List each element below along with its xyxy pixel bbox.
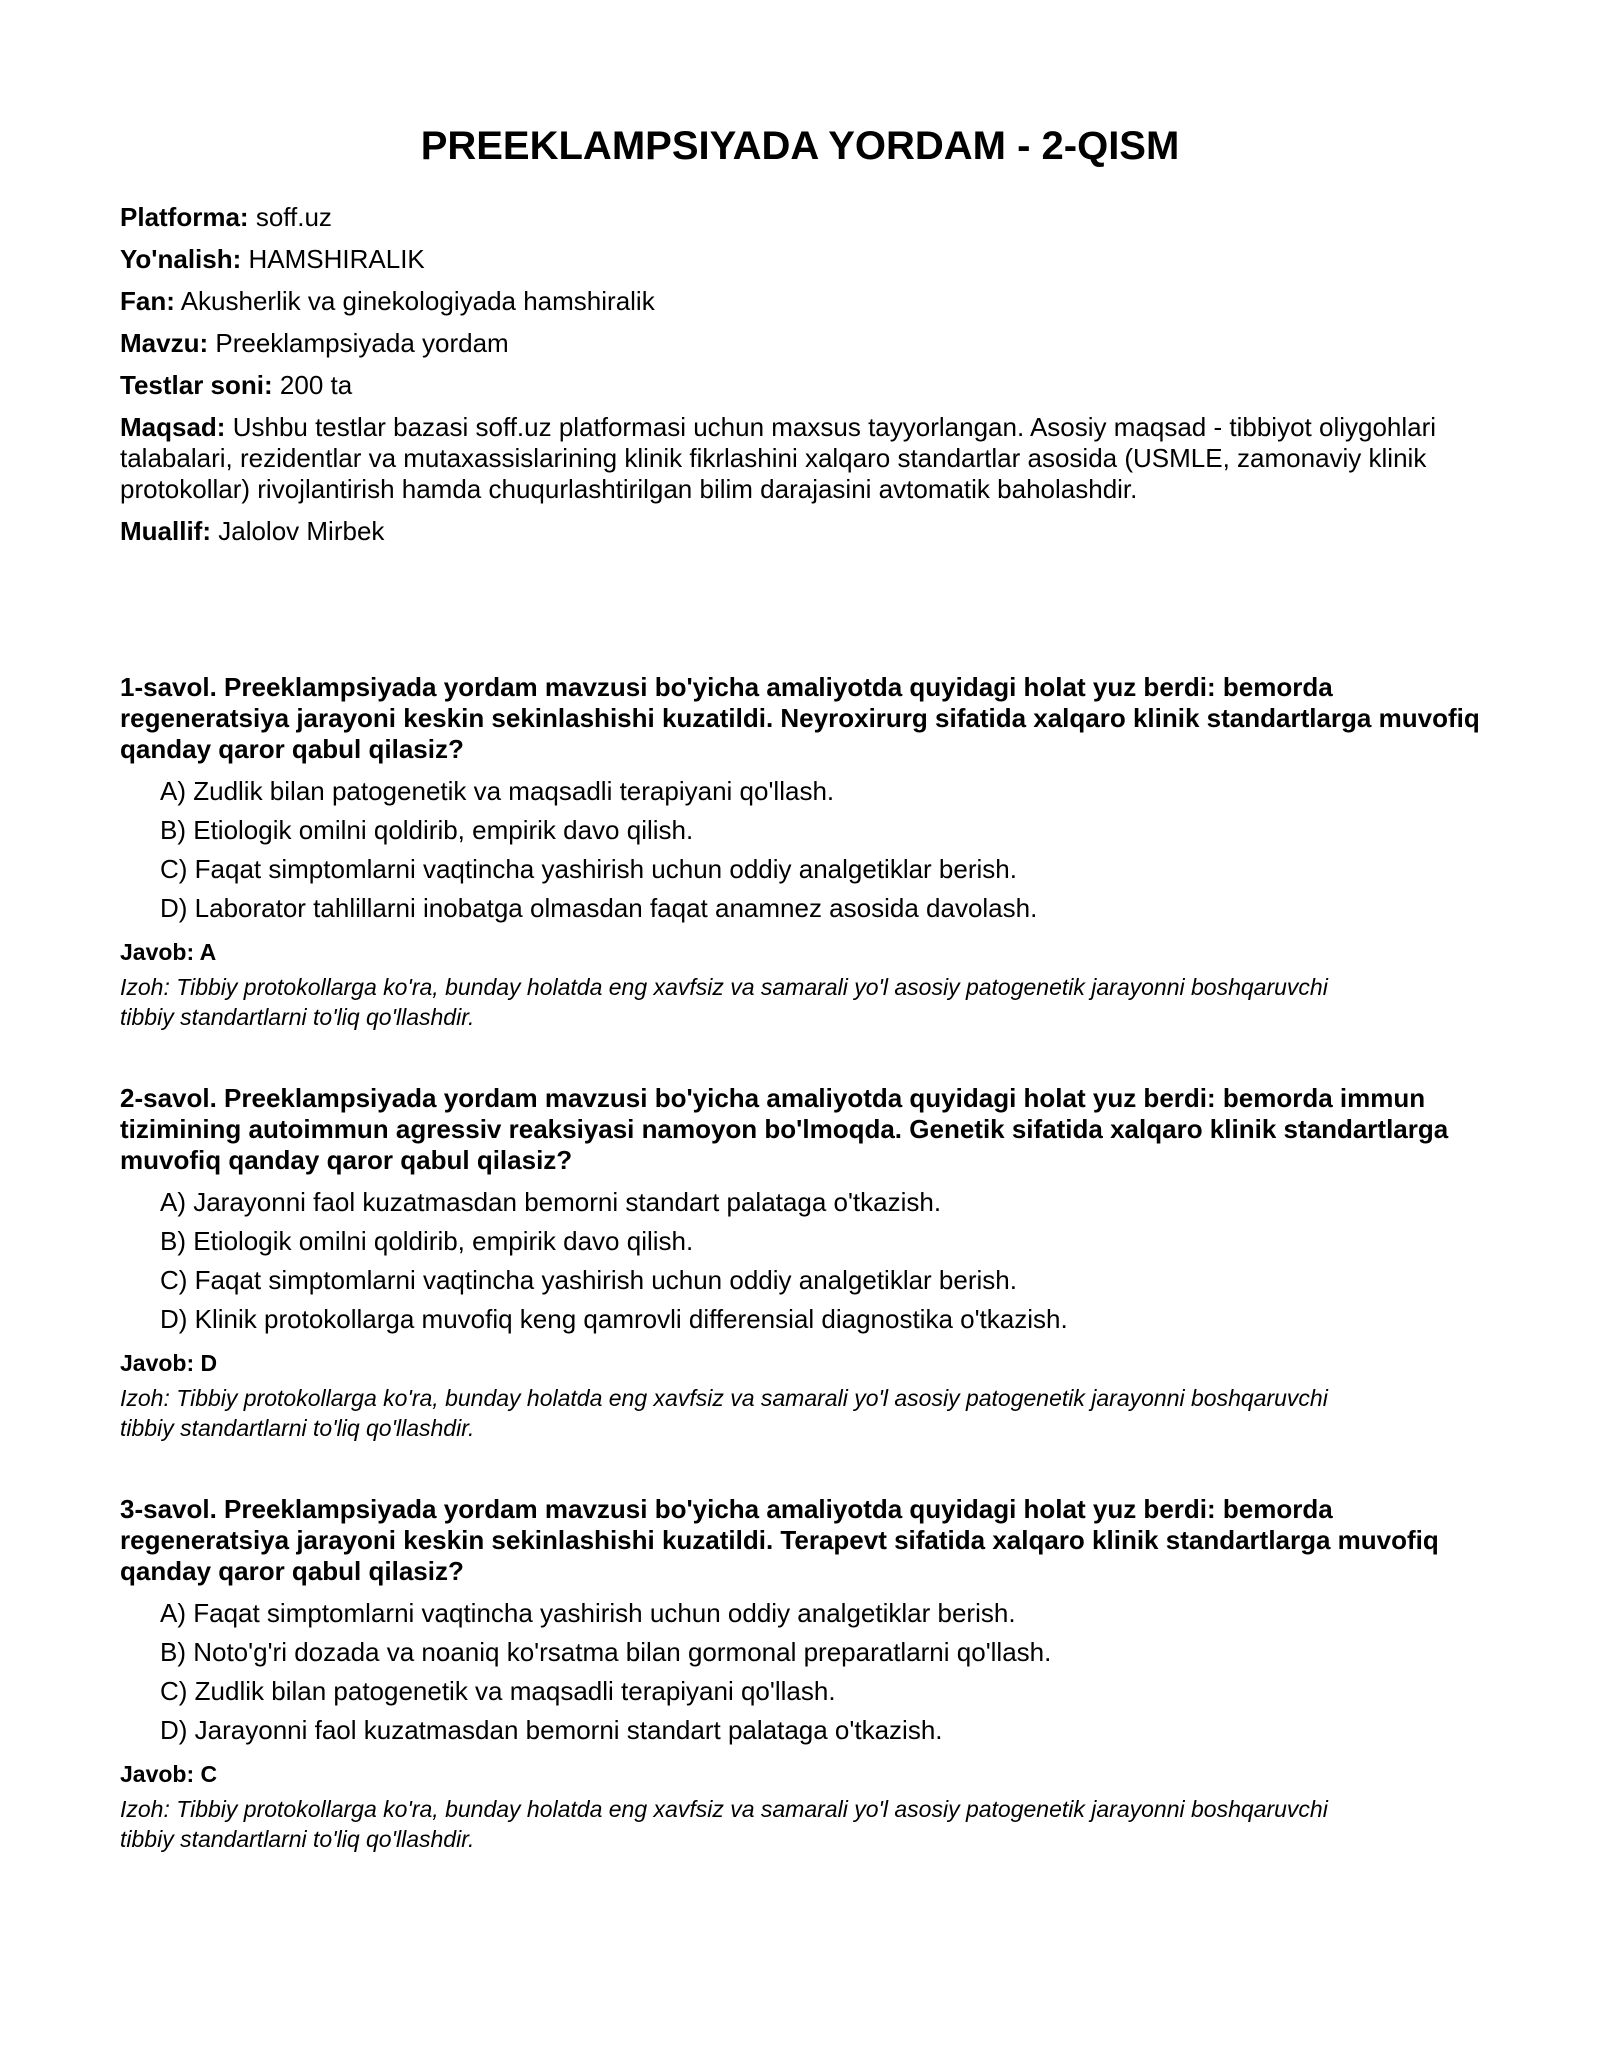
option-a: A) Jarayonni faol kuzatmasdan bemorni standart palataga o'tkazish. — [160, 1187, 942, 1217]
meta-label: Yo'nalish: — [120, 244, 242, 274]
meta-value: HAMSHIRALIK — [248, 244, 425, 274]
option-d: D) Laborator tahlillarni inobatga olmasdan faqat anamnez asosida davolash. — [160, 893, 1038, 923]
meta-value: 200 ta — [279, 370, 353, 400]
meta-test-count — [120, 370, 1480, 401]
meta-platform — [120, 202, 1480, 233]
meta-value: Jalolov Mirbek — [218, 516, 385, 546]
option-b: B) Etiologik omilni qoldirib, empirik davo qilish. — [160, 815, 694, 845]
meta-label: Testlar soni: — [120, 370, 273, 400]
explanation-text: Izoh: Tibbiy protokollarga ko'ra, bunday holatda eng xavfsiz va samarali yo'l asosiy patogenetik jarayonni boshqaruvchi tibbiy standartlarni to'liq qo'llashdir. — [120, 1385, 1328, 1441]
answer-label: Javob: D — [120, 1350, 218, 1376]
meta-direction — [120, 244, 1480, 275]
meta-subject — [120, 286, 1480, 317]
meta-value: Akusherlik va ginekologiyada hamshiralik — [180, 286, 655, 316]
explanation-text: Izoh: Tibbiy protokollarga ko'ra, bunday holatda eng xavfsiz va samarali yo'l asosiy patogenetik jarayonni boshqaruvchi tibbiy standartlarni to'liq qo'llashdir. — [120, 974, 1328, 1030]
question-3 — [120, 1494, 1480, 1854]
meta-value: Ushbu testlar bazasi soff.uz platformasi uchun maxsus tayyorlangan. Asosiy maqsad - tibbiyot oliygohlari talabalari, rezidentlar va mutaxassislarining klinik fikrlashini xalqaro standartlar asosida (USMLE, zamonaviy klinik protokollar) rivojlantirish hamda chuqurlashtirilgan bilim darajasini avtomatik baholashdir. — [120, 412, 1437, 504]
question-text: 1-savol. Preeklampsiyada yordam mavzusi bo'yicha amaliyotda quyidagi holat yuz berdi: bemorda regeneratsiya jarayoni keskin sekinlashishi kuzatildi. Neyroxirurg sifatida xalqaro klinik standartlarga muvofiq qanday qaror qabul qilasiz? — [120, 672, 1480, 764]
option-d: D) Klinik protokollarga muvofiq keng qamrovli differensial diagnostika o'tkazish. — [160, 1304, 1068, 1334]
option-b: B) Etiologik omilni qoldirib, empirik davo qilish. — [160, 1226, 694, 1256]
document-title: PREEKLAMPSIYADA YORDAM - 2-QISM — [420, 124, 1180, 168]
meta-topic — [120, 328, 1480, 359]
option-c: C) Faqat simptomlarni vaqtincha yashirish uchun oddiy analgetiklar berish. — [160, 854, 1017, 884]
option-c: C) Faqat simptomlarni vaqtincha yashirish uchun oddiy analgetiklar berish. — [160, 1265, 1017, 1295]
meta-label: Fan: — [120, 286, 175, 316]
meta-purpose — [120, 412, 1480, 505]
meta-label: Platforma: — [120, 202, 249, 232]
question-1 — [120, 672, 1480, 1032]
question-text: 3-savol. Preeklampsiyada yordam mavzusi bo'yicha amaliyotda quyidagi holat yuz berdi: bemorda regeneratsiya jarayoni keskin sekinlashishi kuzatildi. Terapevt sifatida xalqaro klinik standartlarga muvofiq qanday qaror qabul qilasiz? — [120, 1494, 1439, 1586]
questions-list — [120, 672, 1480, 1905]
option-d: D) Jarayonni faol kuzatmasdan bemorni standart palataga o'tkazish. — [160, 1715, 943, 1745]
meta-label: Maqsad: — [120, 412, 226, 442]
option-c: C) Zudlik bilan patogenetik va maqsadli terapiyani qo'llash. — [160, 1676, 836, 1706]
question-2 — [120, 1083, 1480, 1443]
meta-label: Muallif: — [120, 516, 211, 546]
meta-value: soff.uz — [255, 202, 332, 232]
option-b: B) Noto'g'ri dozada va noaniq ko'rsatma bilan gormonal preparatlarni qo'llash. — [160, 1637, 1052, 1667]
explanation-text: Izoh: Tibbiy protokollarga ko'ra, bunday holatda eng xavfsiz va samarali yo'l asosiy patogenetik jarayonni boshqaruvchi tibbiy standartlarni to'liq qo'llashdir. — [120, 1796, 1328, 1852]
option-a: A) Zudlik bilan patogenetik va maqsadli terapiyani qo'llash. — [160, 776, 835, 806]
meta-label: Mavzu: — [120, 328, 209, 358]
answer-label: Javob: A — [120, 939, 217, 965]
metadata-section — [120, 202, 1480, 558]
option-a: A) Faqat simptomlarni vaqtincha yashirish uchun oddiy analgetiklar berish. — [160, 1598, 1016, 1628]
answer-label: Javob: C — [120, 1761, 218, 1787]
meta-author — [120, 516, 1480, 547]
meta-value: Preeklampsiyada yordam — [215, 328, 509, 358]
question-text: 2-savol. Preeklampsiyada yordam mavzusi bo'yicha amaliyotda quyidagi holat yuz berdi: bemorda immun tizimining autoimmun agressiv reaksiyasi namoyon bo'lmoqda. Genetik sifatida xalqaro klinik standartlarga muvofiq qanday qaror qabul qilasiz? — [120, 1083, 1449, 1175]
